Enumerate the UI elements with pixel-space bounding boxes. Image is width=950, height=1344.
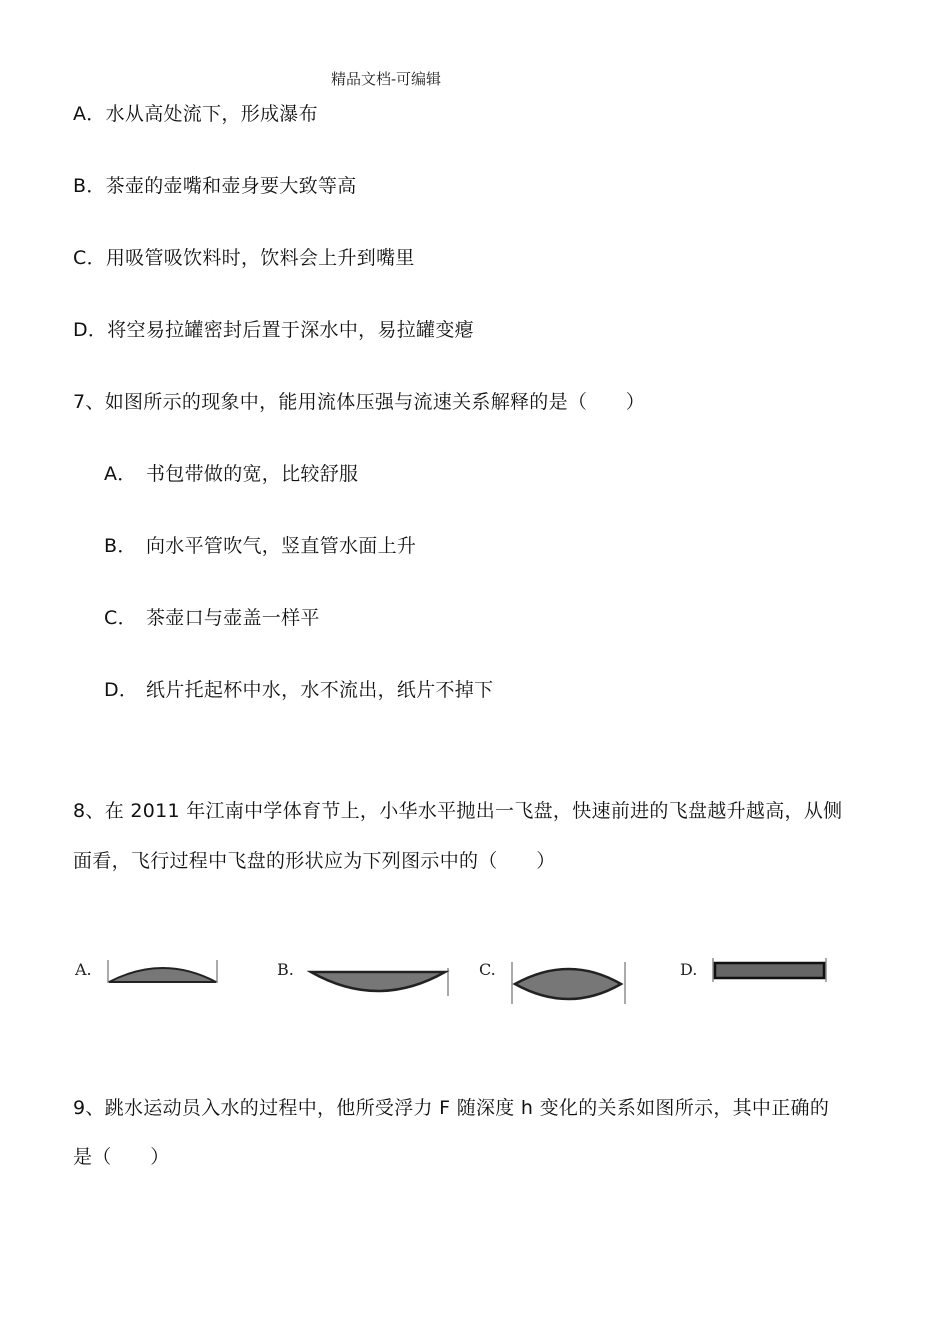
disk-lens-figure: [509, 956, 631, 1006]
disk-bowl-figure: [307, 956, 452, 1000]
q8-stem-line1: 8、在 2011 年江南中学体育节上，小华水平抛出一飞盘，快速前进的飞盘越升越高，从侧: [73, 800, 843, 822]
q6-option-b: B．茶壶的壶嘴和壶身要大致等高: [73, 175, 357, 197]
q9-stem-line2: 是（ ）: [73, 1146, 170, 1168]
q7-option-b: B． 向水平管吹气，竖直管水面上升: [104, 535, 417, 557]
q6-option-d: D．将空易拉罐密封后置于深水中，易拉罐变瘪: [73, 319, 474, 341]
q7-option-a: A． 书包带做的宽，比较舒服: [104, 463, 359, 485]
q9-stem-line1: 9、跳水运动员入水的过程中，他所受浮力 F 随深度 h 变化的关系如图所示，其中正确的: [73, 1097, 830, 1119]
q6-option-c: C．用吸管吸饮料时，饮料会上升到嘴里: [73, 247, 415, 269]
q8-option-c-label: C.: [479, 960, 496, 979]
document-header: 精品文档-可编辑: [330, 70, 442, 88]
q6-option-a: A．水从高处流下，形成瀑布: [73, 103, 318, 125]
q8-option-b-label: B.: [277, 960, 294, 979]
q8-stem-line2: 面看，飞行过程中飞盘的形状应为下列图示中的（ ）: [73, 850, 556, 872]
q7-option-d: D． 纸片托起杯中水，水不流出，纸片不掉下: [104, 679, 494, 701]
q7-stem: 7、如图所示的现象中，能用流体压强与流速关系解释的是（ ）: [73, 391, 646, 413]
q7-option-c: C． 茶壶口与壶盖一样平: [104, 607, 320, 629]
q8-option-a-label: A.: [75, 960, 92, 979]
disk-flat-figure: [710, 956, 830, 986]
disk-dome-figure: [105, 956, 221, 986]
q8-option-d-label: D.: [680, 960, 698, 979]
